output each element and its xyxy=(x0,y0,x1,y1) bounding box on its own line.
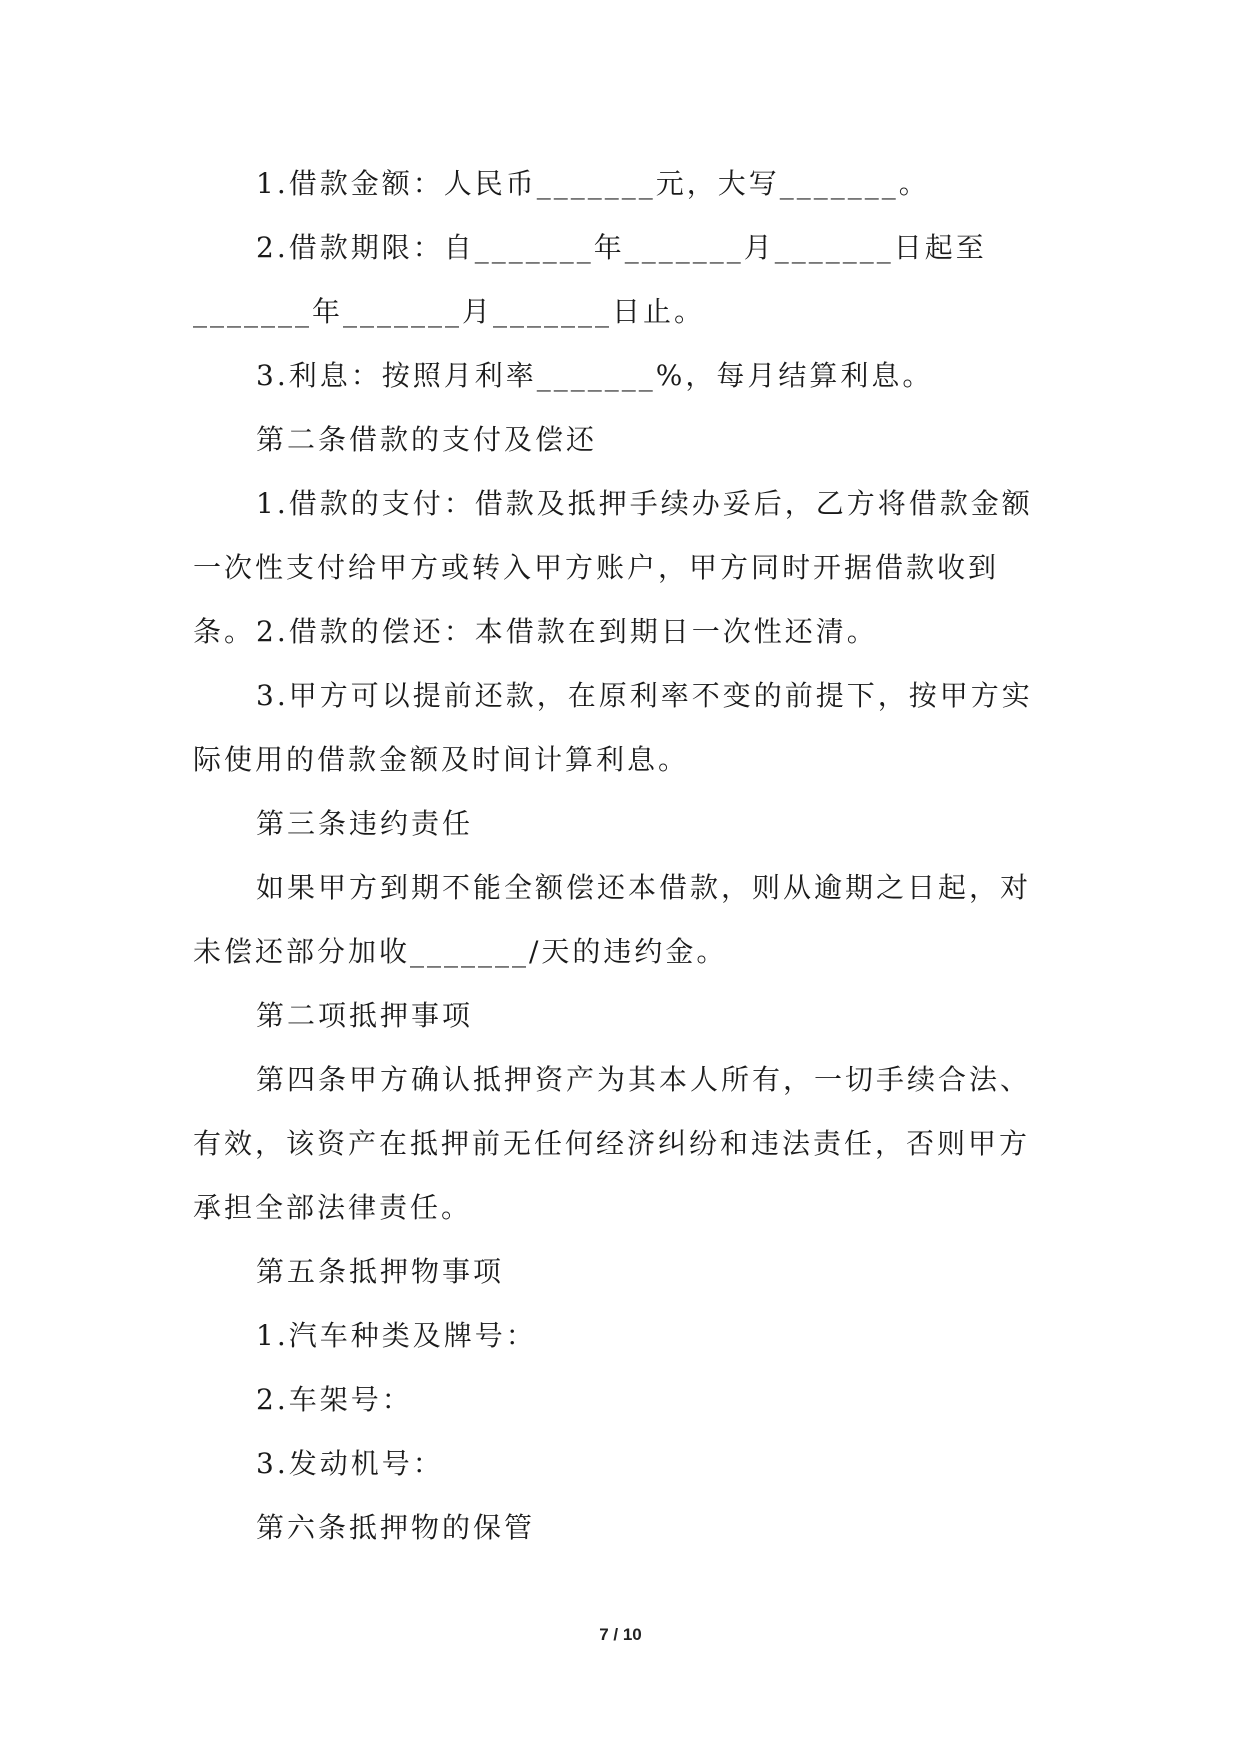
clause-interest: 3.利息：按照月利率_______%，每月结算利息。 xyxy=(256,359,934,392)
clause-penalty: 如果甲方到期不能全额偿还本借款，则从逾期之日起，对未偿还部分加收_______/天的违约金。 xyxy=(193,871,1032,968)
page-number: 7 / 10 xyxy=(599,1625,642,1644)
clause-early-repayment: 3.甲方可以提前还款，在原利率不变的前提下，按甲方实际使用的借款金额及时间计算利息。 xyxy=(193,679,1033,776)
section-heading-payment: 第二条借款的支付及偿还 xyxy=(256,423,598,456)
field-vehicle-type-plate: 1.汽车种类及牌号： xyxy=(256,1319,537,1352)
clause-loan-amount: 1.借款金额：人民币_______元，大写_______。 xyxy=(256,167,930,200)
clause-loan-repayment: 2.借款的偿还：本借款在到期日一次性还清。 xyxy=(256,615,878,648)
clause-loan-payment: 1.借款的支付：借款及抵押手续办妥后，乙方将借款金额一次性支付给甲方或转入甲方账户，甲方同时开据借款收到条。 xyxy=(193,487,1033,648)
section-heading-liability: 第三条违约责任 xyxy=(256,807,474,840)
clause-loan-term: 2.借款期限：自_______年_______月_______日起至_______年_______月_______日止。 xyxy=(193,231,987,328)
section-heading-mortgage: 第二项抵押事项 xyxy=(256,999,474,1032)
section-heading-custody: 第六条抵押物的保管 xyxy=(256,1511,536,1544)
clause-ownership: 第四条甲方确认抵押资产为其本人所有，一切手续合法、有效，该资产在抵押前无任何经济纠纷和违法责任，否则甲方承担全部法律责任。 xyxy=(193,1063,1032,1224)
field-frame-number: 2.车架号： xyxy=(256,1383,413,1416)
field-engine-number: 3.发动机号： xyxy=(256,1447,444,1480)
section-heading-collateral: 第五条抵押物事项 xyxy=(256,1255,505,1288)
